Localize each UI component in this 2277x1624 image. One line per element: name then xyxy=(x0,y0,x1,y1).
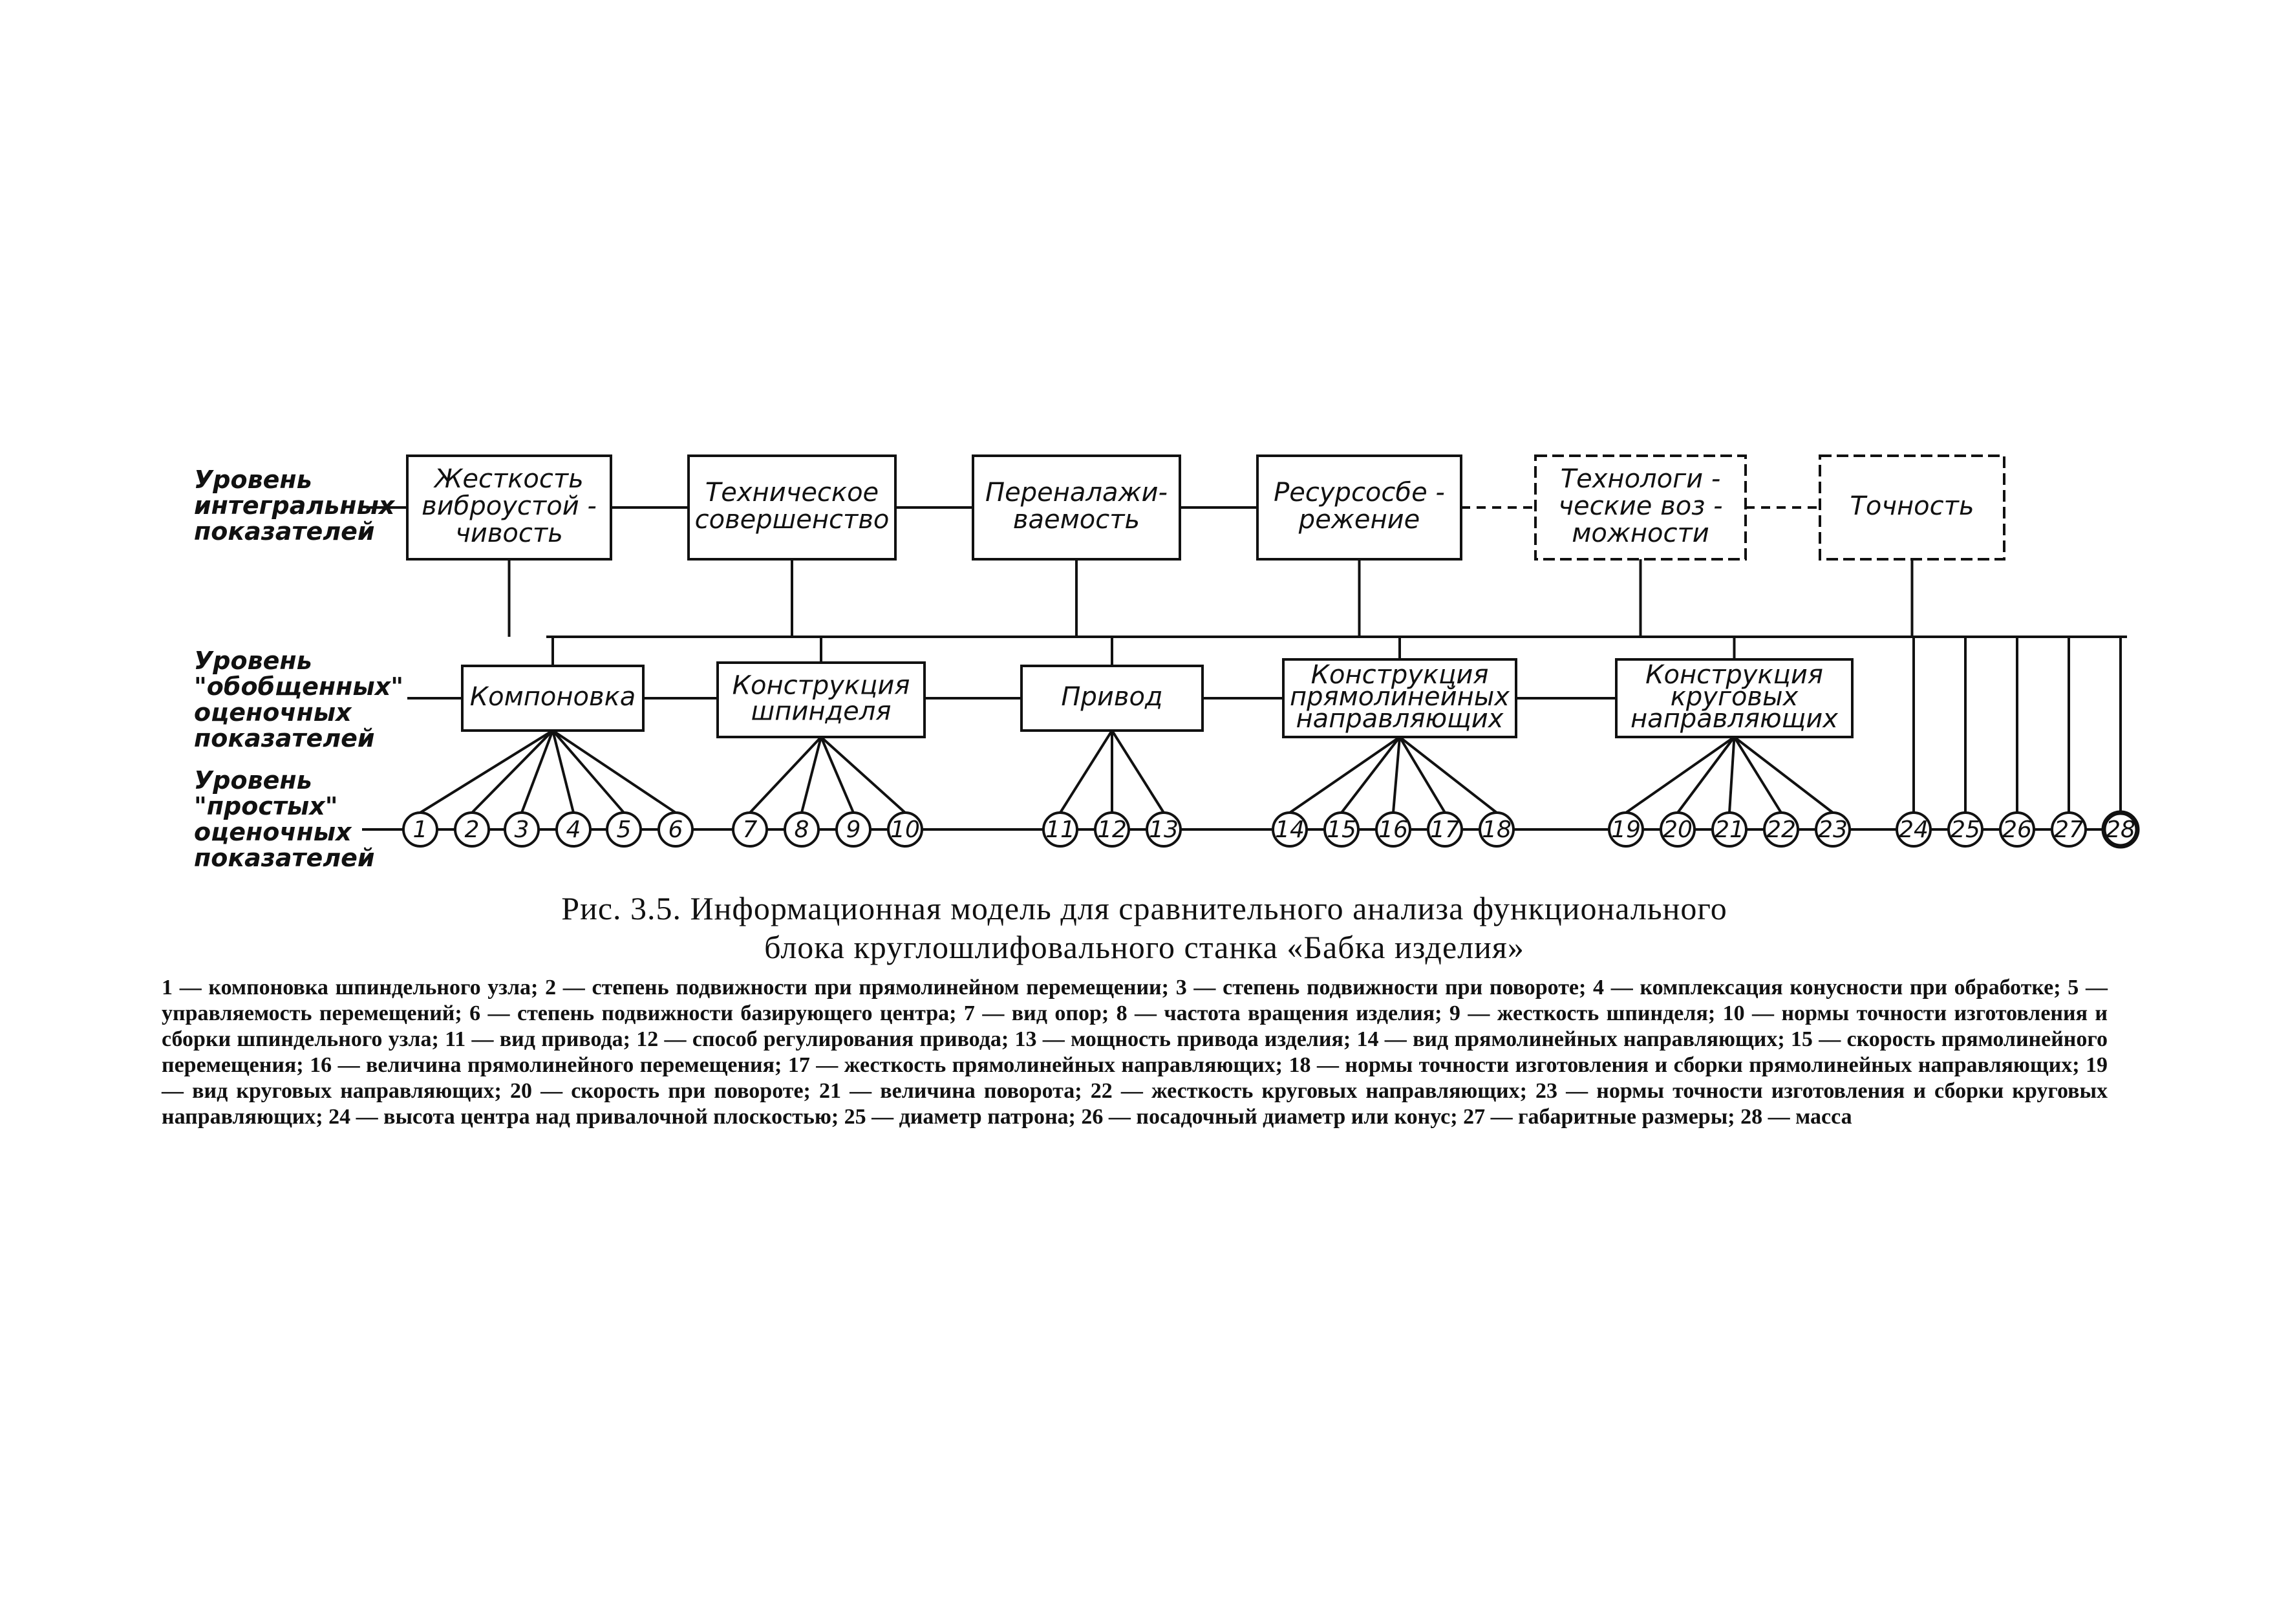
box-resource-saving-label: режение xyxy=(1298,505,1420,535)
node-label-7: 7 xyxy=(742,817,758,843)
level-labels xyxy=(194,465,403,872)
node-label-18: 18 xyxy=(1482,817,1512,843)
simple-level-label: показателей xyxy=(194,844,375,872)
node-label-14: 14 xyxy=(1275,817,1305,843)
node-label-17: 17 xyxy=(1430,817,1460,843)
box-technological-capabilities-label: можности xyxy=(1572,518,1709,548)
node-label-26: 26 xyxy=(2002,817,2032,843)
figure-legend: 1 — компоновка шпиндельного узла; 2 — степень подвижности при прямолинейном перемещении; 3 — степень подвижности при повороте; 4 — комплексация конусности при обработке; 5 — управляемость перемещений; 6 — степень подвижности базирующего центра; 7 — вид опор; 8 — частота вращения изделия; 9 — жесткость шпинделя; 10 — нормы точности изготовления и сборки шпиндельного узла; 11 — вид привода; 12 — способ регулирования привода; 13 — мощность привода изделия; 14 — вид прямолинейных направляющих; 15 — скорость прямолинейного перемещения; 16 — величина прямолинейного перемещения; 17 — жесткость прямолинейных направляющих; 18 — нормы точности изготовления и сборки прямолинейных направляющих; 19 — вид круговых направляющих; 20 — скорость при повороте; 21 — величина поворота; 22 — жесткость круговых направляющих; 23 — нормы точности изготовления и сборки круговых направляющих; 24 — высота центра над привалочной плоскостью; 25 — диаметр патрона; 26 — посадочный диаметр или конус; 27 — габаритные размеры; 28 — масса xyxy=(162,976,2108,1129)
node-label-10: 10 xyxy=(890,817,920,843)
node-label-28: 28 xyxy=(2106,817,2135,843)
integral-level-label: интегральных xyxy=(194,491,395,520)
simple-level-label: Уровень xyxy=(194,766,312,795)
node-label-19: 19 xyxy=(1611,817,1641,843)
fan-line xyxy=(1626,737,1735,813)
node-label-9: 9 xyxy=(846,817,861,843)
box-circular-guides-label: Конструкция xyxy=(1645,660,1823,690)
node-label-24: 24 xyxy=(1899,817,1929,843)
box-stiffness-label: Жесткость xyxy=(434,464,584,494)
box-readjustability-label: ваемость xyxy=(1012,505,1140,535)
box-technical-perfection-label: Техническое xyxy=(705,478,879,508)
box-technological-capabilities-label: ческие воз - xyxy=(1558,491,1723,521)
fan-line xyxy=(1678,737,1735,813)
fan-line xyxy=(1393,737,1400,813)
box-accuracy-label: Точность xyxy=(1850,491,1974,521)
node-label-6: 6 xyxy=(668,817,683,843)
box-spindle-design-label: шпинделя xyxy=(751,696,892,727)
generalized-level-label: показателей xyxy=(194,724,375,753)
diagram-boxes xyxy=(407,456,2004,737)
box-layout-label: Компоновка xyxy=(469,682,636,712)
node-label-21: 21 xyxy=(1715,817,1744,843)
fan-line xyxy=(821,737,853,813)
node-label-1: 1 xyxy=(412,817,428,843)
figure-caption xyxy=(491,889,1797,967)
fan-line xyxy=(1735,737,1782,813)
node-label-23: 23 xyxy=(1818,817,1848,843)
caption-line-2: блока круглошлифовального станка «Бабка изделия» xyxy=(764,929,1524,965)
fan-line xyxy=(522,731,553,813)
node-label-22: 22 xyxy=(1766,817,1796,843)
box-spindle-design-label: Конструкция xyxy=(732,670,910,701)
box-linear-guides-label: направляющих xyxy=(1296,704,1504,734)
fan-line xyxy=(1400,737,1497,813)
fan-line xyxy=(1342,737,1400,813)
box-linear-guides-label: Конструкция xyxy=(1310,660,1489,690)
fan-line xyxy=(1400,737,1445,813)
box-readjustability-label: Переналажи- xyxy=(985,478,1168,508)
fan-line xyxy=(821,737,905,813)
node-label-2: 2 xyxy=(464,817,480,843)
integral-level-label: Уровень xyxy=(194,465,312,494)
node-label-25: 25 xyxy=(1951,817,1980,843)
node-label-3: 3 xyxy=(514,817,529,843)
node-label-15: 15 xyxy=(1327,817,1356,843)
node-label-16: 16 xyxy=(1378,817,1408,843)
node-label-4: 4 xyxy=(566,817,581,843)
fan-line xyxy=(1290,737,1400,813)
node-label-12: 12 xyxy=(1097,817,1127,843)
integral-level-label: показателей xyxy=(194,517,375,546)
generalized-level-label: оценочных xyxy=(194,698,352,727)
box-technological-capabilities-label: Технологи - xyxy=(1560,464,1721,494)
fan-line xyxy=(1112,731,1164,813)
box-circular-guides-label: круговых xyxy=(1670,682,1799,712)
fan-line xyxy=(1729,737,1735,813)
box-circular-guides-label: направляющих xyxy=(1630,704,1838,734)
box-resource-saving-label: Ресурсосбе - xyxy=(1274,478,1445,508)
fan-line xyxy=(420,731,553,813)
box-stiffness-label: виброустой - xyxy=(422,491,597,521)
box-stiffness-label: чивость xyxy=(455,518,563,548)
box-drive-label: Привод xyxy=(1061,682,1163,712)
generalized-level-label: Уровень xyxy=(194,646,312,675)
fan-line xyxy=(1735,737,1833,813)
simple-level-label: "простых" xyxy=(194,792,338,820)
node-label-11: 11 xyxy=(1045,817,1075,843)
generalized-level-label: "обобщенных" xyxy=(194,672,404,701)
box-technical-perfection-label: совершенство xyxy=(694,505,890,535)
node-label-8: 8 xyxy=(794,817,809,843)
box-linear-guides-label: прямолинейных xyxy=(1290,682,1510,712)
node-label-13: 13 xyxy=(1149,817,1179,843)
fan-line xyxy=(1060,731,1112,813)
node-label-5: 5 xyxy=(616,817,632,843)
node-label-20: 20 xyxy=(1663,817,1693,843)
caption-line-1: Рис. 3.5. Информационная модель для сравнительного анализа функционального xyxy=(561,890,1727,926)
simple-level-label: оценочных xyxy=(194,818,352,846)
node-label-27: 27 xyxy=(2054,817,2084,843)
